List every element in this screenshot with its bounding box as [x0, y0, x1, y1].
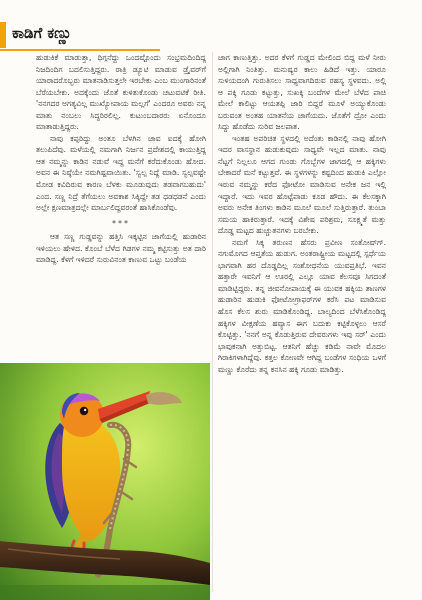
paragraph: ಜಾಗ ಕಾಣುತ್ತಿತ್ತು. ಅದರ ಕೆಳಗೆ ಗುಡ್ಡದ ಮೇಲಿಂದ ಬಿದ್ದ ಮಳೆ ನೀರು ಅಲ್ಲಿಗಾಗಿ ನಿಂತಿತ್ತು. ಮನುಷ್ಯರ ಕಾಲು ಹಿಡಿದೆ ಇತ್ತು. ಯಾರೂ ಸುಳಿಯದಂಗಿ ಗುರುತಿಸಲು ಸಾಧ್ಯವಾಗದಿರುವ ರಹಸ್ಯ ಸ್ಥಳವದು. ಅಲ್ಲಿ ಆ ಪಕ್ಕಿ ಗೂಡು ಕಟ್ಟುತ್ತು, ಸುಖಕ್ಕಿ ಬಂದೆಗಳ ಮೇಲೆ ಬೆಳೆದ ಪಾಚಿ ಮೇಲೆ ಕಾಲಿಟ್ಟು ಆಯತಪ್ಪಿ ಜಾರಿ ಬಿದ್ದರೆ ಮೂಳೆ ಅಯ್ಯುಕೊಂಡು ಬರುವಂತ ಅಂತಹ ಯಾತನೆಯ ಜಾಗೆಯದು. ಜೊತೆಗೆ ದ್ರೋ ಎಂದು ಸಿದ್ದು ಹೊಡೆದು ಸುರಿವ ಜಲಪಾತ. — [218, 53, 386, 132]
section-separator: *** — [112, 218, 130, 228]
paragraph: ಹುಡುಕಿಕೆ ಮಾಡುತ್ತಾ, ಧಿಗ್ಗನೆದ್ದು ಒಂದಷ್ಟೊಂದು ಸಂಭ್ರಮದಿಂದಿದ್ದ ನಿಜದಿಂದಿಗ ಬದಲಿಸುತ್ತಿದ್ದರು. ರಾತ್ರಿ ಡ್ಯೂಟಿ ಮಾಡುವ ಡ್ರೈವರ್‌ಗೆ ಯಾರಾದರೊಬ್ಬರು ಮಾತನಾಡಿಸುತ್ತಲೇ ಇರಬೇಕು ಎಂಬ ಮುಂಗಾರಿನಂತೆ ಬೆರೆಯಬೇಕು. ಅದಕ್ಕೆಂದು ಜೊತೆ ಕುಳಿತುಕೊಂಡು ಚಟುವಟಿಕೆ ರೀತಿ. 'ನನಗದರ ಅಗತ್ಯವಿಲ್ಲ ಮುಖ್ಯೋಪಾಯ ಮಲ್ಲಗೆ' ಎಂದರೂ ಅವರು ನನ್ನ ಮಾತು ನಂಬಲು ಸಿದ್ಧರಿರಲಿಲ್ಲ. ಕುಟುಂಬದಾರರು ಏನೊಂದೂ ಮಾತಾಡುತ್ತಿದ್ದರು. — [36, 53, 206, 132]
left-column-text — [36, 52, 206, 352]
column-divider — [212, 52, 213, 592]
header-accent-bar — [0, 22, 6, 48]
header-underline — [0, 49, 160, 51]
paragraph: ನಮಗೆ ಸಿಕ್ಕ ತರುಣನ ಹೆಸರು ಪ್ರವೀಣ ಸಂತೋಷ್‌ಗ್. ನಗುಮೊಗದ ಆಪ್ತತೆಯ ಹುಡುಗ. ಅಂತರಾಷ್ಟ್ರೀಯ ಮಟ್ಟದಲ್ಲಿ ಸ್ಪರ್ಧೆಯ ಭಾಗವಾಗಿ ಹರ ದೊಡ್ಡದಿಲ್ಲ ಸಂಶೋಧನೆಯ ಯುವಪ್ರತಿಭೆ. ಇವನ ಹತ್ತಾರೇ ಇವನಿಗೆ ಆ ಊರಲ್ಲಿ ಎಲ್ಲೂ ಯಾವ ಕೆಲಸವೂ ಸಿಗದಂತೆ ಮಾಡಿಟ್ಟಿದ್ದರು. ತನ್ನ ಜೀವನೋಪಾಯಕ್ಕೆ ಈ ಯುವಕ ಹಕ್ಕಿಯ ತಾಣಗಳ ಹುಡಾರಿನ ಹುಡುಕಿ ಫೋಟೋಗ್ರಾಫರ್‌ಗಳ ಕರೆಸಿ ಪಟ ಮಾಡಿಸುವ ಹೊಸ ಕೆಲಸ ಶುರು ಮಾಡಿಕೊಂಡಿದ್ದ. ಬಾಲ್ಯದಿಂದ ಬೆಳೆಸಿಕೊಂಡಿದ್ದ ಹಕ್ಕಿಗಳ ವೀಕ್ಷಣೆಯ ಹವ್ಯಾಸ ಈಗ ಬದುಕು ಕಟ್ಟಿಕೊಳ್ಳಲು ಆಸರೆ ಕೊಟ್ಟಿತ್ತು. 'ನನಗೆ ಅನ್ನ ಕೊಡುತ್ತಿರುವ ದೇವರುಗಳು ಇವು ಸರ್' ಎಂದು ಭಾವುಕನಾಗಿ ಅತ್ತುಬಿಟ್ಟ. ಆತನಿಗೆ ಹೆಚ್ಚು ಕಡಿಮೆ ನಾವೇ ಮೊದಲ ಗಿರಾಕಿಗಳಾಗಿದ್ದೆವು. ಕತ್ತಲ ಕೋಣವೇ ಆಗಿದ್ದ ಬಂಡೆಗಳ ಸಂಧಿಯ ಒಳಗೆ ಮಣ್ಣು ಕೊರೆದು ತನ್ನ ಕನಸಿನ ಹಕ್ಕಿ ಗೂಡು ಮಾಡಿತ್ತು. — [218, 237, 386, 374]
paragraph: ಆತ ಸಣ್ಣ ಗುಡ್ಡವನ್ನು ಹತ್ತಿಸಿ ಇಕ್ಕಟ್ಟಿನ ಜಾಗೆಯಲ್ಲಿ ಹುಡಾರಿನ ಇಳಿಯಲು ಹೇಳಿದ. ಕೊಂಬೆ ಬೆಳೆದ ಗಿಡಗಳ ನಮ್ಮ ಕಟ್ಟಿಸುತ್ತು ಅತ ದಾರಿ ಮಾಡಿದ್ದ. ಕೆಳಗೆ ಇಳಿದರೆ ಸುರುವಿನಂತ ಕಾಣುವ ಒಟ್ಟು ಬಂಡೆಯ — [36, 232, 206, 265]
paragraph: ಇಂತಹ ಅಪರಿಚಿತ ಸ್ಥಳದಲ್ಲಿ ಅದೆಂತು ಕಾಡಿನಲ್ಲಿ ನಾವು ಹೋಗಿ ಇದರ ವಾಸಸ್ಥಾನ ಹುಡುಕುವುದು ಸಾಧ್ಯವೇ ಇಲ್ಲದ ಮಾತು. ನಾವು ನೆಟ್ಟಗೆ ನಿಲ್ಲಲೂ ಆಗದ ಗುಂಡು ಗೊಬ್ಬೆಗಳ ಜಾಗದಲ್ಲಿ ಆ ಹಕ್ಕಿಗಳು ಬೇಕಾದರೆ ಮನೆ ಕಟ್ಟುತ್ತವೆ. ಈ ಸ್ಥಳಗಳನ್ನು ಕಷ್ಟದಿಂದ ಹುಡುಕಿ ಎಲ್ಲೋ ಇರುವ ನಮ್ಮನ್ನು ಕರೆದ ಫೋಟೋ ಮಾಡಿಸುವ ಅನೇಕ ಜನ ಇಲ್ಲಿ ಇದ್ದಾರೆ. ಇದು ಇವರ ಹೊಟ್ಟೆಪಾಡು ಕೂಡ ಹೌದು. ಈ ಕೆಲಸಕ್ಕಾಗಿ ಅವರು ಅನೇಕ ತಿಂಗಳು ಕಾಡಿನ ಮೂಲೆ ಮೂಲೆ ಸುತ್ತಿರುತ್ತಾರೆ. ತುಂಬಾ ಸಮಯ ಹಾಕಿರುತ್ತಾರೆ. ಇದಕ್ಕೆ ವಿಶೇಷ ಪರಿಶ್ರಮ, ಸೂಕ್ಷ್ಮತೆ ಮತ್ತು ದೊಡ್ಡ ಮಟ್ಟದ ಹುಚ್ಚುತನಗಳು ಬರಬೇಕು. — [218, 133, 386, 236]
paragraph: ನಾವು ಕಪ್ಪರಿದ್ದು ಅಂತೂ ಬೆಳಗಿನ ಜಾವ ಐದಕ್ಕೆ ಹೋಗಿ ತಲುಪಿದೆವು. ಮಳೆಯಲ್ಲಿ ನಮಗಾಗಿ ನಿರ್ಜನ ಪ್ರದೇಶದಲ್ಲಿ ಕಾಯುತ್ತಿದ್ದ ಆತ ನಮ್ಮನ್ನು ಕಾಡಿನ ನಡುವೆ ಇದ್ದ ಮನೆಗೆ ಕರೆದುಕೊಂಡು ಹೋದ. ಅವನ ಈ ನಿಷ್ಠೆಯೇ ನಮಗಿಷ್ಟವಾಯಿತು. 'ಸ್ವಲ್ಪ ನಿದ್ದೆ ಮಾಡಿ. ಸ್ವಲ್ಪವಷ್ಟೇ ಮೋಡ ಕವಿದಿರುವ ಕಾರಣ ಬೆಳಕು ಮೂಡುವುದು ತಡವಾಗಬಹುದು' ಎಂದ. ಸಣ್ಣ ನಿದ್ರೆ ತೆಗೆಯಲು ಅವಕಾಶ ಸಿಕ್ಕಿದ್ದೇ ತಡ ಧಡಧಡನೆ ಎಂದು ಅಲ್ಲೇ ಕ್ಷಣಮಾತ್ರದಲ್ಲೇ ಮಾರ್ಬಲಿದ್ದವರಂತೆ ಹಾಸಿಕೊಂಡೆವು. — [36, 133, 206, 213]
section-title: ಕಾಡಿಗೆ ಕಣ್ಣು — [12, 24, 72, 42]
kingfisher-illustration — [0, 363, 210, 600]
right-column-text — [218, 52, 386, 597]
section-header — [0, 22, 210, 48]
kingfisher-photo — [0, 363, 210, 600]
